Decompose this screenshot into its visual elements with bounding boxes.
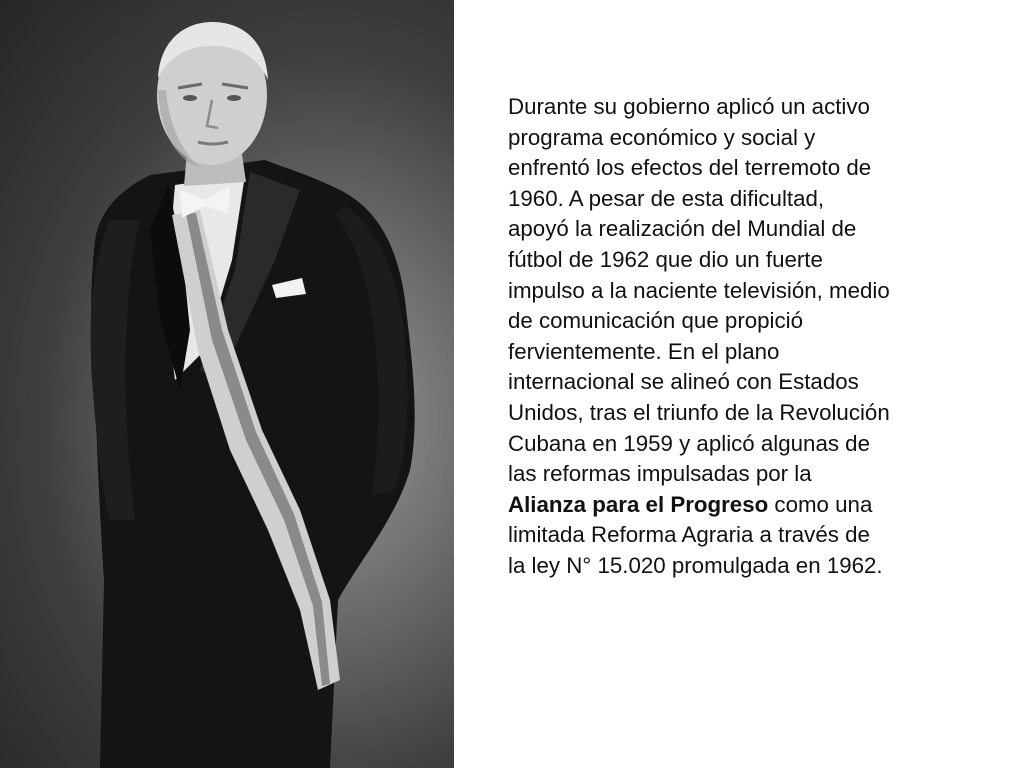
paragraph-line: apoyó la realización del Mundial de: [508, 216, 857, 242]
paragraph-line: enfrentó los efectos del terremoto de: [508, 155, 872, 181]
left-eye: [183, 95, 197, 101]
alliance-for-progress-term: Alianza para el Progreso: [508, 491, 769, 517]
paragraph-line: Unidos, tras el triunfo de la Revolución: [508, 399, 890, 425]
highlight-line: [508, 490, 968, 521]
paragraph-line: Cubana en 1959 y aplicó algunas de: [508, 430, 870, 456]
paragraph-line: programa económico y social y: [508, 124, 816, 150]
highlight-line-rest: como una: [768, 491, 873, 517]
paragraph-line: limitada Reforma Agraria a través de: [508, 522, 870, 548]
paragraph-line: fútbol de 1962 que dio un fuerte: [508, 246, 823, 272]
paragraph-line: la ley N° 15.020 promulgada en 1962.: [508, 552, 883, 578]
description-paragraph: [508, 92, 968, 582]
portrait-illustration: [0, 0, 454, 768]
paragraph-line: 1960. A pesar de esta dificultad,: [508, 185, 825, 211]
paragraph-line: las reformas impulsadas por la: [508, 461, 812, 487]
right-eye: [227, 95, 241, 101]
paragraph-line: fervientemente. En el plano: [508, 338, 780, 364]
paragraph-line: internacional se alineó con Estados: [508, 369, 859, 395]
paragraph-line: de comunicación que propició: [508, 308, 803, 334]
paragraph-line: impulso a la naciente televisión, medio: [508, 277, 890, 303]
paragraph-line: Durante su gobierno aplicó un activo: [508, 94, 870, 119]
portrait-photo: [0, 0, 454, 768]
